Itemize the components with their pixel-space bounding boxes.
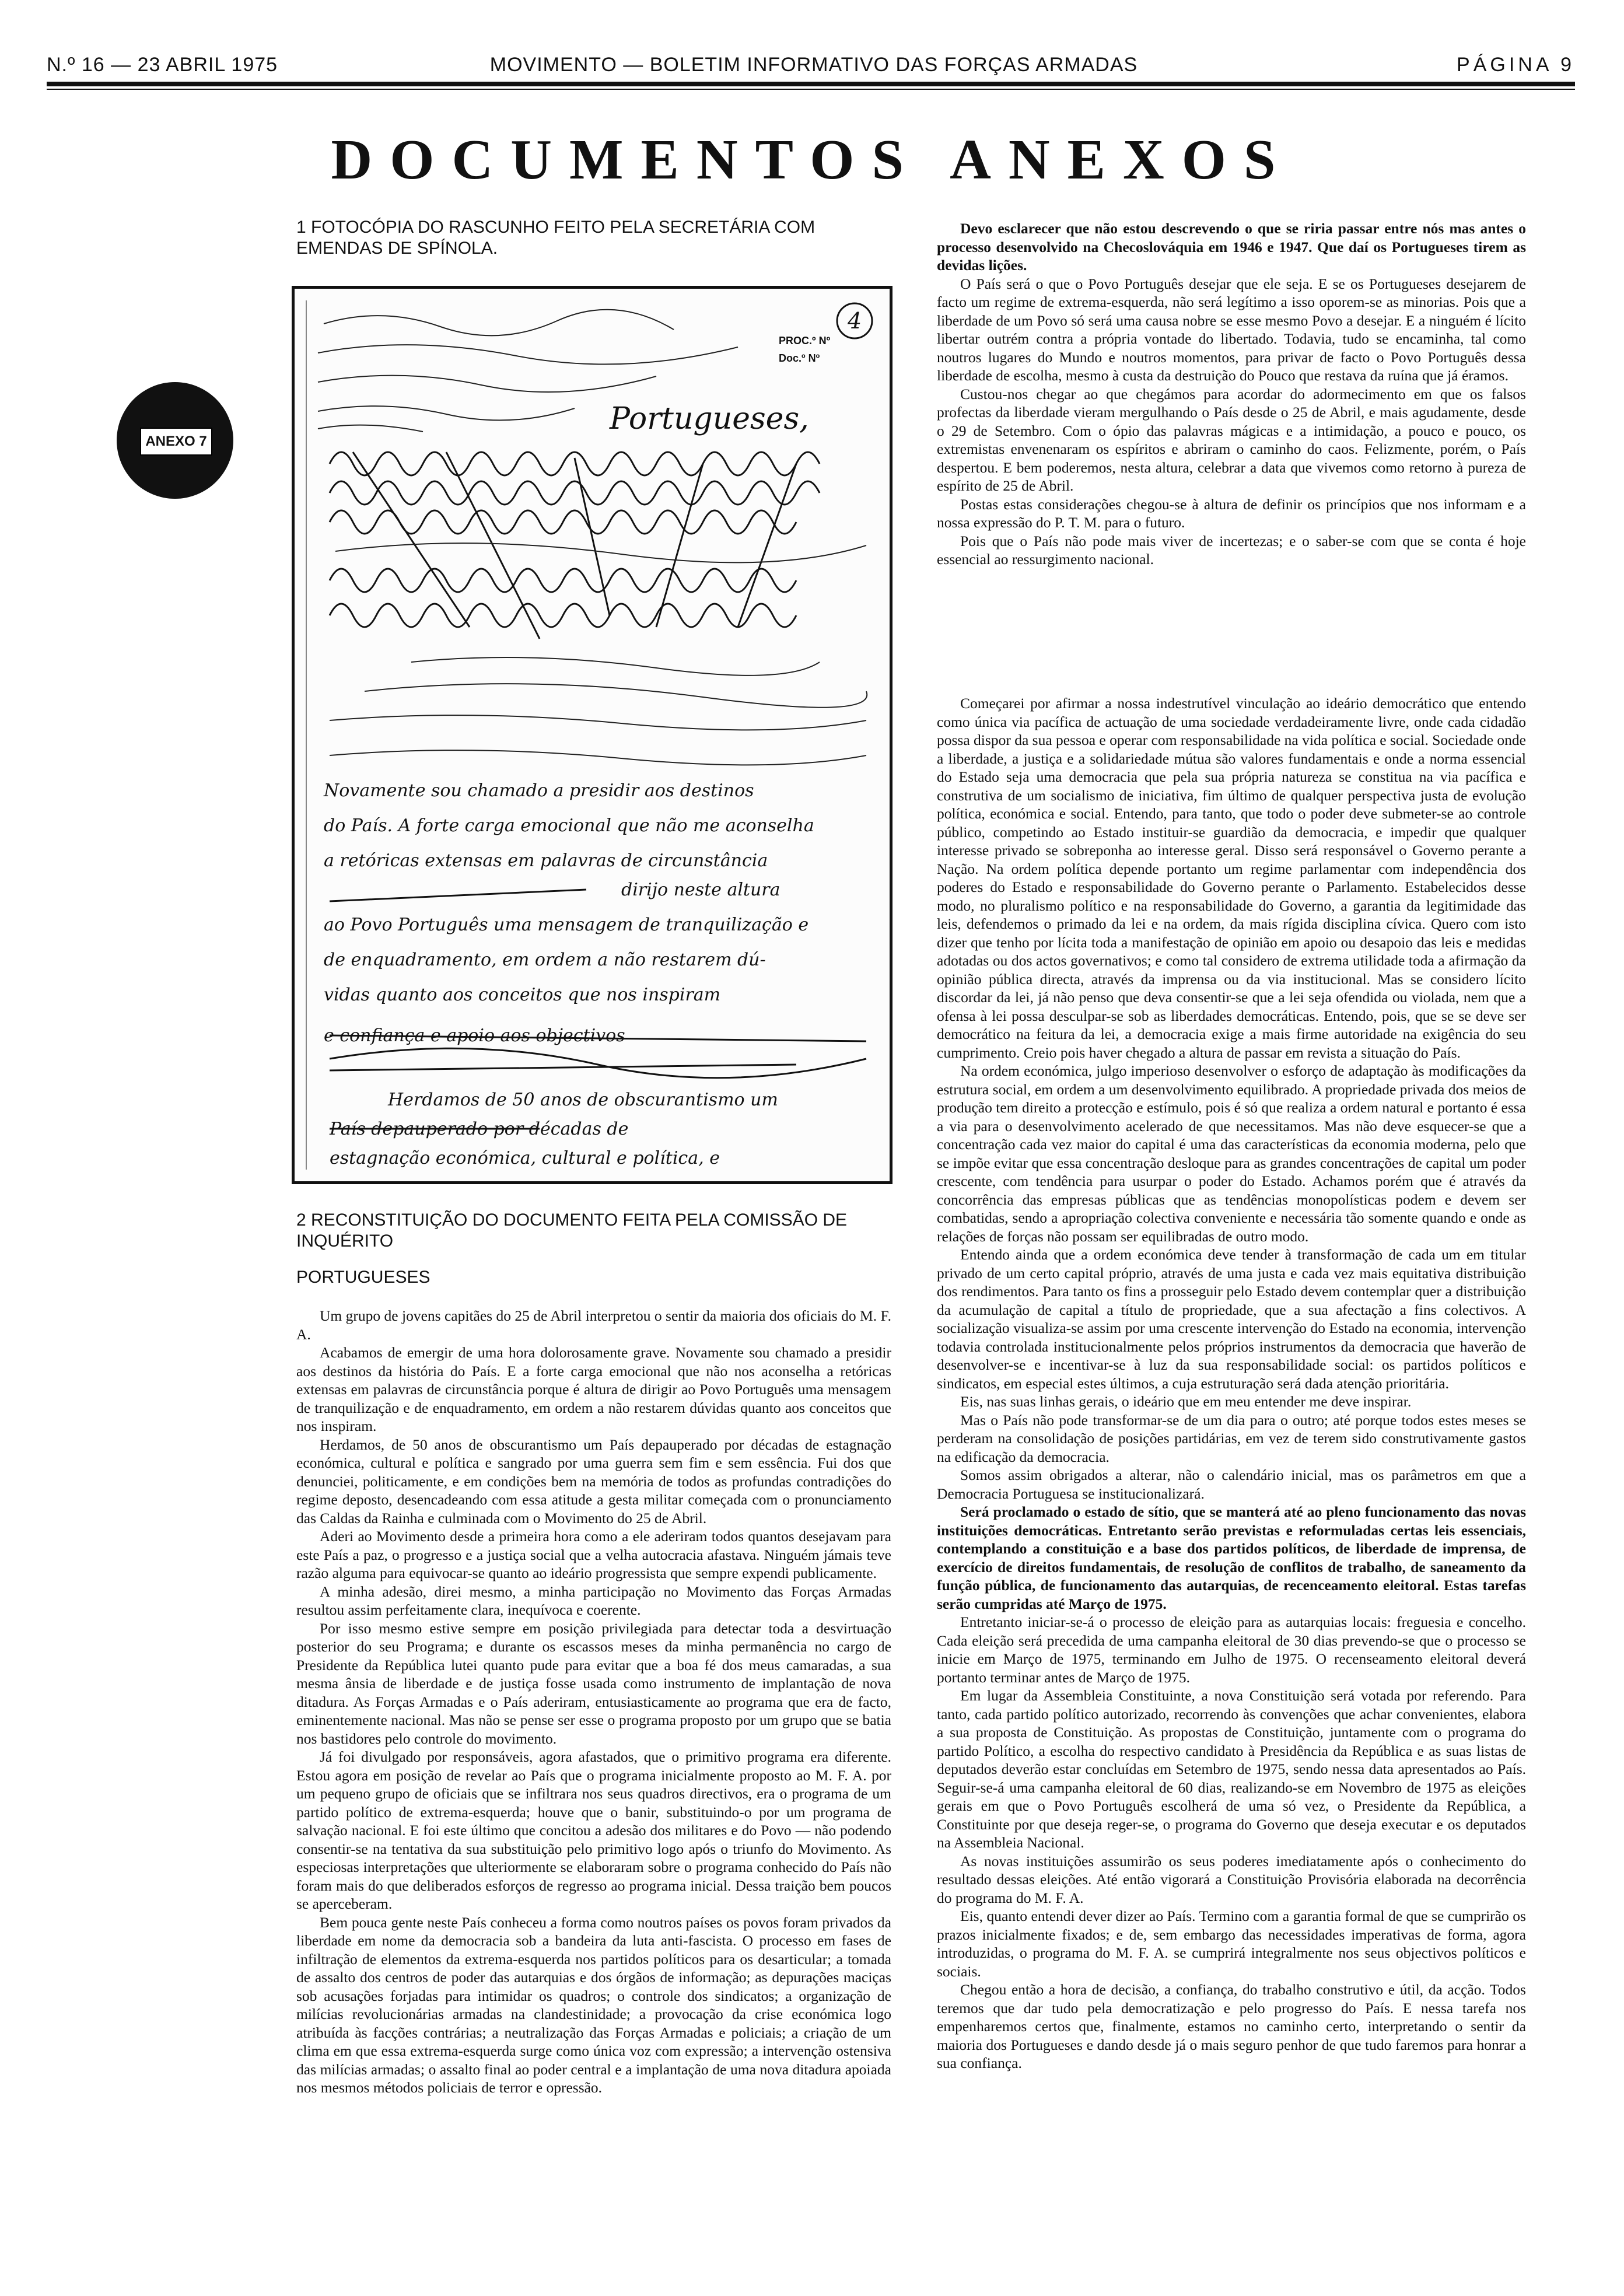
left-body xyxy=(296,1307,891,2097)
draft-scribbles xyxy=(295,289,890,1181)
right-paragraph: Chegou então a hora de decisão, a confiança, do trabalho construtivo e útil, da acção. Todos teremos que dar tudo pela democratização e pelo progresso do País. E nessa tarefa nos empenharemos certos que, finalmente, estamos no caminho certo, interpretando o sentir da maioria dos Portugueses e dando desde já o mais seguro penhor de que tudo faremos para honrar a sua confiança. xyxy=(937,1981,1526,2071)
draft-line-8: e confiança e apoio aos objectivos xyxy=(324,1026,625,1046)
section-heading: PORTUGUESES xyxy=(296,1268,430,1287)
header-rule xyxy=(47,82,1575,86)
draft-line-5: ao Povo Português uma mensagem de tranquilização e xyxy=(324,915,809,935)
right-paragraph: Eis, quanto entendi dever dizer ao País. Termino com a garantia formal de que se cumprirão os prazos inicialmente fixados; e de, sem embargo das necessidades imperativas de forma, agora introduzidas, o programa do M. F. A. se cumprirá integralmente nos seus objectivos políticos e sociais. xyxy=(937,1908,1526,1980)
right-paragraph: Custou-nos chegar ao que chegámos para acordar do adormecimento em que os falsos profectas da liberdade vieram mergulhando o País desde o 25 de Abril, e mais agudamente, desde o 29 de Setembro. Com o ópio das palavras mágicas e a intimidação, a pouco e pouco, os extremistas envenenaram os espíritos e abriram o caminho do caos. Felizmente, porém, o País despertou. E bem poderemos, nesta altura, celebrar a data que vivemos como retorno à pureza de espírito de 25 de Abril. xyxy=(937,385,1526,494)
right-paragraph: Começarei por afirmar a nossa indestrutível vinculação ao ideário democrático que entendo como única via pacífica de actuação de uma sociedade verdadeiramente livre, onde cada cidadão possa dispor da sua pessoa e operar com responsabilidade na vida política e social. Sociedade onde a liberdade, a justiça e a solidariedade mútua são valores fundamentais e onde a norma essencial do Estado seja uma democracia que pela sua própria natureza se constitua na via pacífica e construtiva de um socialismo de iniciativa, fim último de qualquer perspectiva justa de evolução política, económica e social. Entendo, para tanto, que todo o poder deve submeter-se ao controle público, competindo ao Estado instituir-se guardião da democracia, e impedir que qualquer interesse privado se sobreponha ao interesse geral. Disso será responsável o Governo perante a Nação. Na ordem política depende portanto um regime parlamentar com independência dos poderes do Estado e responsabilidade do Governo perante o Parlamento. Estabelecidos desse modo, no pluralismo político e na responsabilidade do Governo, a garantia da legitimidade das leis, defendemos o primado da lei e na ordem, da mais rígida disciplina cívica. Quero com isto dizer que tenho por lícita toda a manifestação de opinião em apoio ou desapoio das leis e medidas adotadas ou dos actos governativos; e como tal considero de extrema utilidade toda a afirmação da opinião pública directa, através da imprensa ou da via institucional. Mas se considero lícito discordar da lei, já não penso que deva consentir-se que a lei seja ofendida ou violada, nem que a ofensa à lei possa desculpar-se sob as liberdades democráticas. Entendo, pois, que se se deve ser democrático na feitura da lei, a democracia exige a mais firme autoridade na exigência do seu cumprimento. Creio pois haver chegado a altura de passar em revista a situação do País. xyxy=(937,695,1526,1061)
left-paragraph: Por isso mesmo estive sempre em posição privilegiada para detectar toda a desvirtuação posterior do seu Programa; e durante os escassos meses da minha permanência no cargo de Presidente da República lutei quanto pude para evitar que a boa fé dos meus camaradas, a sua mesma ânsia de liberdade e de justiça fosse usada como instrumento de implantação de nova ditadura. As Forças Armadas e o País aderiram, entusiasticamente ao programa que era de facto, eminentemente nacional. Mas não se pense ser esse o programa proposto por um grupo que se batia nos bastidores pelo controle do movimento. xyxy=(296,1619,891,1747)
right-paragraph: Em lugar da Assembleia Constituinte, a nova Constituição será votada por referendo. Para tanto, cada partido político autorizado, recorrendo às convenções que achar convenientes, elabora a sua proposta de Constituição. As propostas de Constituição, juntamente com o programa do partido Político, a escolha do respectivo candidato à Presidência da República e as suas listas de deputados deverão estar concluídas em Setembro de 1975, sendo nessa data apresentados ao País. Seguir-se-á uma campanha eleitoral de 60 dias, realizando-se em Novembro de 1975 as eleições gerais em que o Povo Português escolherá de uma só vez, o Presidente da República, a Constituinte por que deseja reger-se, o programa do Governo que deseja executar e os deputados na Assembleia Nacional. xyxy=(937,1687,1526,1851)
right-paragraph: Somos assim obrigados a alterar, não o calendário inicial, mas os parâmetros em que a Democracia Portuguesa se institucionalizará. xyxy=(937,1466,1526,1502)
page-number: PÁGINA 9 xyxy=(1457,54,1575,76)
draft-line-2: do País. A forte carga emocional que não me aconselha xyxy=(324,816,814,836)
left-paragraph: Acabamos de emergir de uma hora dolorosamente grave. Novamente sou chamado a presidir aos destinos da história do País. E a forte carga emocional que não nos aconselha a retóricas extensas em palavras de circunstância porque é altura de dirigir ao Povo Português uma mensagem de tranquilização e de enquadramento, em ordem a não restarem dúvidas quanto aos conceitos que nos inspiram. xyxy=(296,1344,891,1434)
draft-line-9: Herdamos de 50 anos de obscurantismo um xyxy=(388,1090,778,1110)
left-paragraph: A minha adesão, direi mesmo, a minha participação no Movimento das Forças Armadas resultou assim perfeitamente clara, inequívoca e coerente. xyxy=(296,1583,891,1618)
caption-reconstruction: 2 RECONSTITUIÇÃO DO DOCUMENTO FEITA PELA COMISSÃO DE INQUÉRITO xyxy=(296,1210,848,1251)
page-title: DOCUMENTOS ANEXOS xyxy=(331,128,1293,191)
draft-line-6: de enquadramento, em ordem a não restarem dú- xyxy=(324,950,766,970)
right-paragraph: Pois que o País não pode mais viver de incertezas; e o saber-se com que se conta é hoje essencial ao ressurgimento nacional. xyxy=(937,532,1526,568)
right-block-2 xyxy=(937,694,1526,2073)
draft-line-1: Novamente sou chamado a presidir aos destinos xyxy=(324,780,754,801)
caption-photocopy: 1 FOTOCÓPIA DO RASCUNHO FEITO PELA SECRETÁRIA COM EMENDAS DE SPÍNOLA. xyxy=(296,218,816,258)
right-paragraph: O País será o que o Povo Português desejar que ele seja. E se os Portugueses desejarem de facto um regime de extrema-esquerda, não será legítimo a isso oporem-se as minorias. Pois que a liberdade de um Povo só será uma causa nobre se esse mesmo Povo a desejar. E a ninguém é lícito libertar outrém contra a própria vontade do libertado. Todavia, tudo se encaminha, tal como noutros lugares do Mundo e noutros momentos, para privar de facto o Povo Português dessa liberdade de escolha, mesmo à custa da destruição do Pouco que restava da ruína que já éramos. xyxy=(937,275,1526,384)
right-paragraph: Mas o País não pode transformar-se de um dia para o outro; até porque todos estes meses se perderam na consolidação de posições partidárias, em vez de terem sido construtivamente gastos na edificação da democracia. xyxy=(937,1411,1526,1465)
right-block-1 xyxy=(937,219,1526,569)
draft-stamp-1: PROC.º Nº xyxy=(779,335,831,346)
issue-date: N.º 16 — 23 ABRIL 1975 xyxy=(47,54,278,76)
left-paragraph: Aderi ao Movimento desde a primeira hora como a ele aderiram todos quantos desejavam para este País a paz, o progresso e a justiça social que a velha autocracia afastava. Ninguém jámais teve razão alguma para equivocar-se quanto ao ideário progressista que sempre expendi publicamente. xyxy=(296,1528,891,1581)
right-paragraph: Eis, nas suas linhas gerais, o ideário que em meu entender me deve inspirar. xyxy=(960,1393,1412,1410)
right-paragraph: Entendo ainda que a ordem económica deve tender à transformação de cada um em titular privado de um certo capital próprio, através de uma justa e cada vez mais equitativa distribuição dos rendimentos. Para tanto os fins a prosseguir pelo Estado devem contemplar quer a distribuição da acumulação de capital a título de propriedade, que a sua afectação a fins colectivos. A socialização visualiza-se assim por uma crescente intervenção do Estado na economia, intervenção todavia controlada institucionalmente pelos próprios instrumentos da democracia que haverão de desenvolver-se e incentivar-se à luz da sua responsabilidade social: os partidos políticos e sindicatos, em especial estes últimos, a cuja estruturação será dada atenção prioritária. xyxy=(937,1246,1526,1392)
draft-line-10: País depauperado por décadas de xyxy=(330,1119,629,1139)
draft-line-11: estagnação económica, cultural e política, e xyxy=(330,1148,720,1168)
right-paragraph: Postas estas considerações chegou-se à altura de definir os princípios que nos informam e a nossa expressão do P. T. M. para o futuro. xyxy=(937,495,1526,531)
left-paragraph: Um grupo de jovens capitães do 25 de Abril interpretou o sentir da maioria dos oficiais do M. F. A. xyxy=(296,1307,891,1343)
handwritten-draft xyxy=(292,286,892,1184)
right-paragraph: Na ordem económica, julgo imperioso desenvolver o esforço de adaptação às modificações da estrutura social, em ordem a um desenvolvimento equilibrado. A propriedade privada dos meios de produção tem direito a protecção e estímulo, pois é só que realiza a ordem natural e portanto é essa a via para o desenvolvimento acelerado de que necessitamos. Mas não deve esquecer-se que a concentração cada vez maior do capital é uma das características da economia moderna, pelo que se impõe evitar que essa concentração desloque para as grandes concentrações de capital um poder crescente, com tendência para usurpar o poder do Estado. Achamos porém que é através da concorrência das empresas públicas que as tendências monopolísticas podem e devem ser combatidas, sendo a apropriação colectiva conveniente e necessária tão somente quando e onde as relações de forças não possam ser equilibradas de outro modo. xyxy=(937,1062,1526,1245)
left-paragraph: Herdamos, de 50 anos de obscurantismo um País depauperado por décadas de estagnação económica, cultural e política e sangrado por uma guerra sem fim e sem essência. Fui dos que denunciei, politicamente, e em condições bem na memória de todos as profundas contradições do regime deposto, desencadeando com essa atitude a gesta militar começada com o pronunciamento das Caldas da Rainha e culminada com o Movimento do 25 de Abril. xyxy=(296,1436,891,1527)
publication-title: MOVIMENTO — BOLETIM INFORMATIVO DAS FORÇAS ARMADAS xyxy=(489,54,1138,76)
annex-label: ANEXO 7 xyxy=(140,428,212,456)
left-paragraph: Bem pouca gente neste País conheceu a forma como noutros países os povos foram privados da liberdade em nome da democracia sob a bandeira da luta anti-fascista. O processo em fases de infiltração de elementos da extrema-esquerda nos partidos políticos para os desarticular; a tomada de assalto dos centros de poder das autarquias e dos órgãos de informação; as depurações maciças sob acusações forjadas para intimidar os quadros; o controle dos sindicatos; a organização de milícias revolucionárias armadas na clandestinidade; a provocação da crise económica logo atribuída às facções contrárias; a neutralização das Forças Armadas e policiais; a criação de um clima em que essa extrema-esquerda surge como única voz com expressão; a intervenção ostensiva das milícias armadas; o assalto final ao poder central e a implantação de uma nova ditadura apoiada nos mesmos métodos policiais de terror e opressão. xyxy=(296,1913,891,2096)
right-paragraph: Será proclamado o estado de sítio, que se manterá até ao pleno funcionamento das novas instituições democráticas. Entretanto serão previstas e reformuladas certas leis essenciais, contemplando a constituição e a base dos partidos políticos, de liberdade de imprensa, de exercício de direitos fundamentais, de resolução de conflitos de trabalho, de saneamento da função pública, de funcionamento das autarquias, de recenceamento eleitoral. Estas tarefas serão cumpridas até Março de 1975. xyxy=(937,1503,1526,1612)
right-intro-paragraph: Devo esclarecer que não estou descrevendo o que se riria passar entre nós mas antes o processo desenvolvido na Checoslováquia em 1946 e 1947. Que daí os Portugueses tirem as devidas lições. xyxy=(937,220,1526,274)
draft-line-7: vidas quanto aos conceitos que nos inspiram xyxy=(324,985,721,1005)
header-rule-thin xyxy=(47,89,1575,90)
draft-heading: Portugueses, xyxy=(610,401,809,436)
draft-page-number: 4 xyxy=(848,308,862,334)
draft-stamp-2: Doc.º Nº xyxy=(779,352,820,364)
right-paragraph: Entretanto iniciar-se-á o processo de eleição para as autarquias locais: freguesia e concelho. Cada eleição será precedida de uma campanha eleitoral de 30 dias prevendo-se que o processo se inicie em Março de 1975, terminando em Julho de 1975. O recenseamento eleitoral deverá portanto terminar antes de Março de 1975. xyxy=(937,1614,1526,1686)
left-paragraph: Já foi divulgado por responsáveis, agora afastados, que o primitivo programa era diferente. Estou agora em posição de revelar ao País que o programa inicialmente proposto ao M. F. A. por um pequeno grupo de oficiais que se infiltrara nos seus quadros directivos, era o programa de um partido político de extrema-esquerda; houve que o banir, substituindo-o por um programa de salvação nacional. E foi este último que concitou a adesão dos militares e do Povo — não podendo consentir-se na tentativa da sua substituição pelo primitivo logo após o triunfo do Movimento. As especiosas interpretações que ulteriormente se elaboraram sobre o programa conhecido do País não foram mais do que deliberados esforços de regresso ao programa inicial. Dessa traição bem poucos se aperceberam. xyxy=(296,1748,891,1912)
draft-line-4: dirijo neste altura xyxy=(621,880,780,900)
draft-line-3: a retóricas extensas em palavras de circunstância xyxy=(324,850,768,871)
right-paragraph: As novas instituições assumirão os seus poderes imediatamente após o conhecimento do resultado dessas eleições. Até então vigorará a Constituição Provisória elaborada na decorrência do programa do M. F. A. xyxy=(937,1852,1526,1906)
